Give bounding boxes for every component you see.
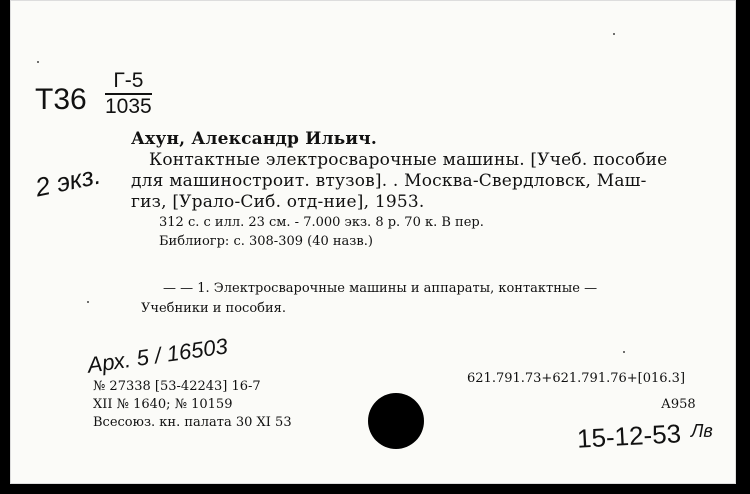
subject-line-1: — — 1. Электросварочные машины и аппараты, контактные — xyxy=(163,281,598,296)
author: Ахун, Александр Ильич. xyxy=(131,129,377,149)
punch-hole xyxy=(368,393,424,449)
handwritten-initials: Лв xyxy=(691,421,713,441)
handwritten-date: 15-12-53 xyxy=(576,418,682,454)
shelfmark-fraction xyxy=(105,69,152,119)
speck xyxy=(613,33,615,35)
copies-note: 2 экз. xyxy=(32,159,104,203)
archive-note: Арх. 5 / 16503 xyxy=(85,333,230,378)
record-number-2: XII № 1640; № 10159 xyxy=(93,397,233,412)
shelfmark-bottom: 1035 xyxy=(105,95,152,118)
shelfmark xyxy=(35,83,87,117)
speck xyxy=(37,61,39,63)
subject-line-2: Учебники и пособия. xyxy=(141,301,286,316)
physical-description: 312 с. с илл. 23 см. - 7.000 экз. 8 р. 70 к. В пер. xyxy=(159,215,484,230)
title-line-3: гиз, [Урало-Сиб. отд-ние], 1953. xyxy=(131,192,425,212)
speck xyxy=(87,301,89,303)
udc-classification: 621.791.73+621.791.76+[016.3] xyxy=(467,371,686,386)
title-line-2: для машиностроит. втузов]. . Москва-Свердловск, Маш- xyxy=(131,171,647,191)
record-number-3: Всесоюз. кн. палата 30 XI 53 xyxy=(93,415,292,430)
title-line-1: Контактные электросварочные машины. [Учеб. пособие xyxy=(149,150,668,170)
record-number-1: № 27338 [53-42243] 16-7 xyxy=(93,379,261,394)
catalog-code: А958 xyxy=(661,397,696,412)
shelfmark-prefix: Т36 xyxy=(35,83,87,116)
bibliography-note: Библиогр: с. 308-309 (40 назв.) xyxy=(159,234,373,249)
shelfmark-top: Г-5 xyxy=(105,69,152,95)
speck xyxy=(623,351,625,353)
